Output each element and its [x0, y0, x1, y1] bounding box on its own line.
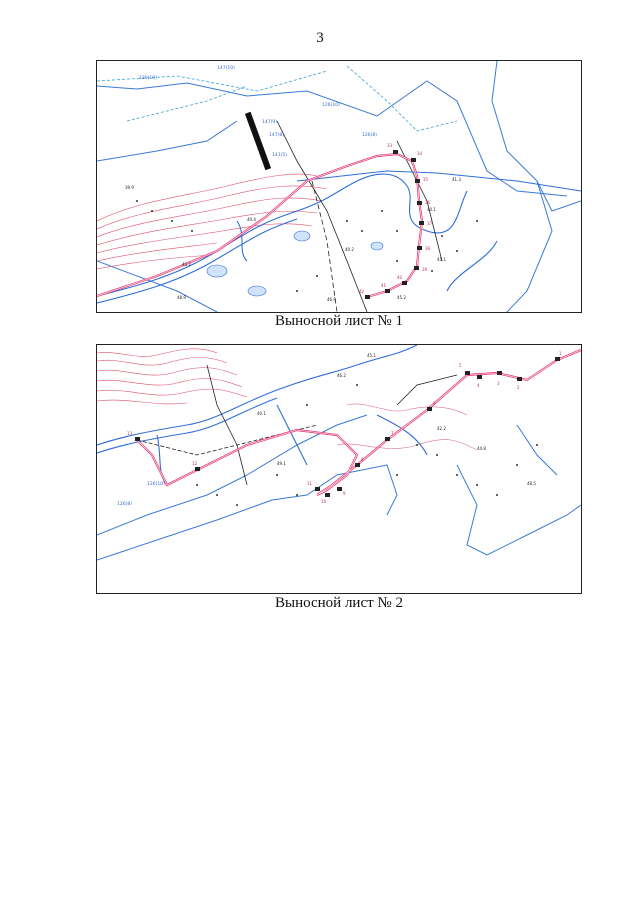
label-17: 45.2 — [397, 295, 406, 300]
label-4: 147(8) — [269, 133, 284, 138]
route-point-label: 1 — [559, 351, 562, 356]
route-point-label: 4 — [477, 383, 480, 388]
route-point-label: 3 — [497, 381, 500, 386]
map-2-svg — [97, 345, 581, 593]
label-9: 126(10) — [147, 482, 165, 487]
label-3: 147(9) — [262, 120, 277, 125]
route-point-label: 2 — [517, 385, 520, 390]
route-point-label: 9 — [343, 491, 346, 496]
contour-lines — [97, 349, 477, 450]
label-7: 49.1 — [277, 461, 286, 466]
route-point-label: 8 — [361, 457, 364, 462]
label-10: 40.4 — [247, 217, 256, 222]
route-point-label: 42 — [359, 289, 365, 294]
label-7: 126(8) — [362, 133, 377, 138]
label-13: 41.3 — [452, 177, 461, 182]
route-inner — [137, 350, 581, 495]
map-sheet-1 — [96, 60, 582, 313]
road-blue — [297, 171, 581, 191]
label-9: 40.2 — [182, 262, 191, 267]
map-1-caption: Выносной лист № 1 — [275, 313, 403, 329]
map-sheet-2 — [96, 344, 582, 594]
route-line — [137, 350, 581, 495]
route-point-label: 35 — [423, 177, 429, 182]
label-11: 40.2 — [345, 247, 354, 252]
label-14: 45.1 — [437, 257, 446, 262]
label-1: 126(10) — [139, 76, 157, 81]
label-5: 44.8 — [477, 446, 486, 451]
label-6: 141(5) — [272, 153, 287, 158]
route-point-label: 39 — [422, 267, 428, 272]
route-point-label: 34 — [417, 151, 423, 156]
map-1-svg — [97, 61, 581, 312]
map-2-caption: Выносной лист № 2 — [275, 595, 403, 611]
label-3: 40.1 — [257, 411, 266, 416]
route-point-label: 38 — [425, 246, 431, 251]
label-8: 126(8) — [117, 502, 132, 507]
label-15: 46.9 — [327, 297, 336, 302]
label-2: 46.2 — [337, 373, 346, 378]
route-point-label: 6 — [433, 401, 436, 406]
route-point-label: 13 — [127, 431, 133, 436]
route-point-label: 7 — [391, 431, 394, 436]
roads — [277, 121, 442, 312]
label-8: 39.9 — [125, 185, 134, 190]
route-point-label: 33 — [387, 143, 393, 148]
route-point-label: 5 — [459, 363, 462, 368]
route-point-label: 11 — [307, 481, 313, 486]
label-16: 48.9 — [177, 295, 186, 300]
label-12: 40.1 — [427, 207, 436, 212]
route-point-label: 40 — [397, 275, 403, 280]
route-point-label: 12 — [192, 461, 198, 466]
route-point-label: 10 — [321, 499, 327, 504]
label-6: 48.5 — [527, 481, 536, 486]
label-2: 147(10) — [217, 66, 235, 71]
route-point-label: 37 — [427, 221, 433, 226]
page-number: 3 — [316, 30, 324, 46]
label-1: 45.1 — [367, 353, 376, 358]
route-point-label: 36 — [425, 200, 431, 205]
label-5: 126(10) — [322, 103, 340, 108]
label-4: 42.2 — [437, 426, 446, 431]
route-point-label: 41 — [381, 283, 387, 288]
